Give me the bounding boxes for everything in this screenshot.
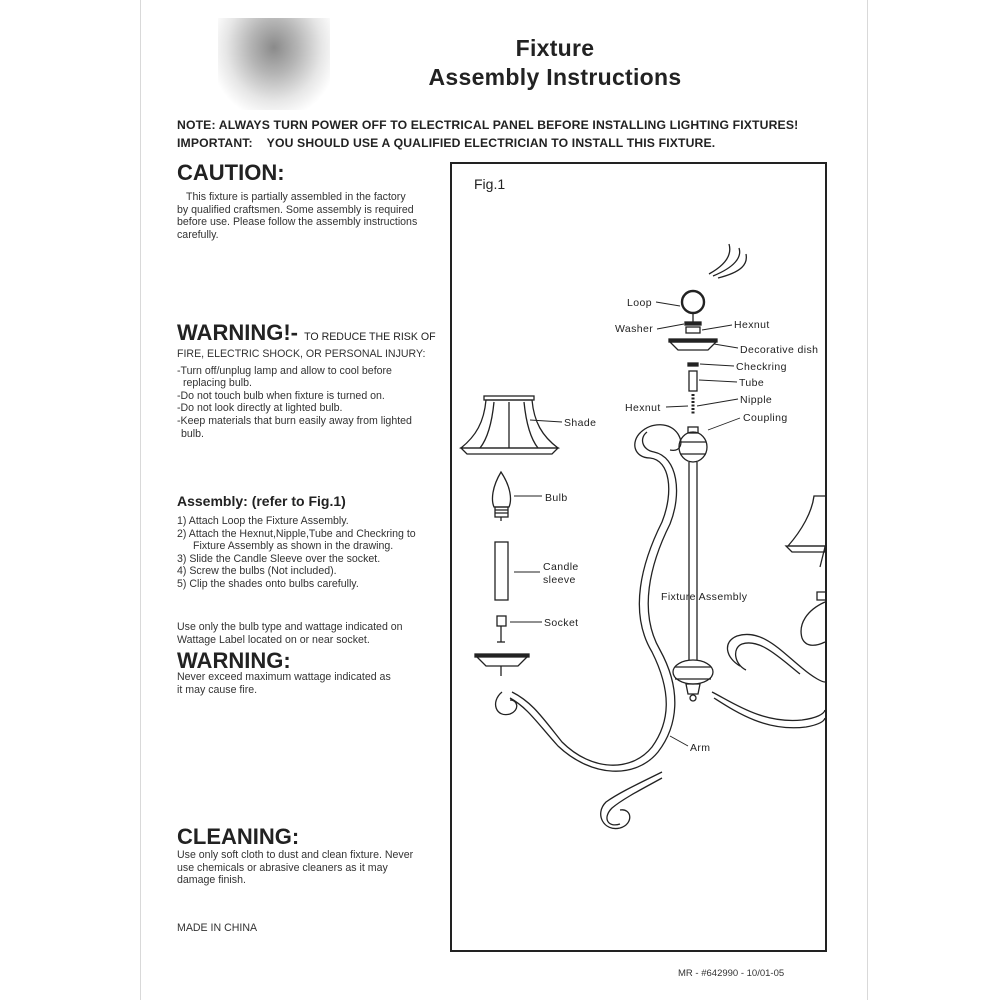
cleaning-line: damage finish. xyxy=(177,874,246,887)
warning2-heading: WARNING: xyxy=(177,648,291,673)
warning-item: -Keep materials that burn easily away from lighted xyxy=(177,414,412,427)
label-nipple: Nipple xyxy=(740,394,773,406)
decorative-dish xyxy=(670,342,716,350)
center-body xyxy=(673,660,713,684)
label-decorative-dish: Decorative dish xyxy=(740,344,819,356)
made-in-label: MADE IN CHINA xyxy=(177,922,258,934)
wire-lines xyxy=(709,244,746,278)
checkring xyxy=(688,363,698,366)
assembly-step: Fixture Assembly as shown in the drawing. xyxy=(193,540,394,553)
figure-label: Fig.1 xyxy=(474,176,506,192)
label-shade: Shade xyxy=(564,417,597,429)
assembly-step: 5) Clip the shades onto bulbs carefully. xyxy=(177,577,359,590)
fixture-diagram xyxy=(452,164,825,950)
label-sleeve: sleeve xyxy=(543,574,576,586)
loop-ring xyxy=(682,291,704,313)
cleaning-text xyxy=(177,849,413,887)
label-loop: Loop xyxy=(627,297,652,309)
warning2-line: it may cause fire. xyxy=(177,683,258,696)
label-washer: Washer xyxy=(615,323,654,335)
warning-title: WARNING!- xyxy=(177,320,298,345)
warning-list xyxy=(177,348,425,440)
assembly-heading: Assembly: (refer to Fig.1) xyxy=(177,493,346,509)
socket-illustration xyxy=(475,616,529,676)
coupling xyxy=(679,432,707,462)
wattage-line: Wattage Label located on or near socket. xyxy=(177,633,370,646)
right-arm xyxy=(712,496,825,728)
cleaning-heading: CLEANING: xyxy=(177,824,300,849)
label-tube: Tube xyxy=(739,377,765,389)
washer xyxy=(685,322,701,325)
label-candle: Candle xyxy=(543,561,579,573)
caution-line: by qualified craftsmen. Some assembly is required xyxy=(177,203,414,216)
label-arm: Arm xyxy=(690,742,711,754)
page-title xyxy=(400,34,710,92)
assembly-step: 2) Attach the Hexnut,Nipple,Tube and Checkring to xyxy=(177,527,416,540)
warning-inline-text: TO REDUCE THE RISK OF xyxy=(304,331,436,343)
warning-item: -Turn off/unplug lamp and allow to cool before xyxy=(177,364,392,377)
caution-line: This fixture is partially assembled in the factory xyxy=(186,191,406,203)
figure-frame xyxy=(450,162,827,952)
caution-text xyxy=(177,191,417,241)
caution-line: carefully. xyxy=(177,228,219,241)
title-line-2: Assembly Instructions xyxy=(428,64,682,90)
warning-item: bulb. xyxy=(181,427,204,440)
assembly-step: 3) Slide the Candle Sleeve over the socket. xyxy=(177,552,381,565)
bulb-illustration xyxy=(492,472,510,521)
wattage-note xyxy=(177,621,403,646)
document-code: MR - #642990 - 10/01-05 xyxy=(678,968,785,979)
assembly-step: 1) Attach Loop the Fixture Assembly. xyxy=(177,515,349,527)
label-hexnut-top: Hexnut xyxy=(734,319,770,331)
caution-line: before use. Please follow the assembly instructions xyxy=(177,216,418,229)
title-line-1: Fixture xyxy=(515,35,595,61)
cleaning-line: Use only soft cloth to dust and clean fixture. Never xyxy=(177,849,414,861)
warning-line: FIRE, ELECTRIC SHOCK, OR PERSONAL INJURY: xyxy=(177,348,426,360)
warning2-text xyxy=(177,671,391,696)
cleaning-line: use chemicals or abrasive cleaners as it may xyxy=(177,861,388,874)
candle-sleeve-illustration xyxy=(495,542,508,600)
label-socket: Socket xyxy=(544,617,579,629)
label-coupling: Coupling xyxy=(743,412,788,424)
label-fixture-assembly: Fixture Assembly xyxy=(661,591,748,603)
warning-item: -Do not touch bulb when fixture is turned on. xyxy=(177,389,385,402)
left-arm xyxy=(496,425,681,829)
assembly-step: 4) Screw the bulbs (Not included). xyxy=(177,565,337,578)
label-hexnut-mid: Hexnut xyxy=(625,402,661,414)
warning2-line: Never exceed maximum wattage indicated as xyxy=(177,671,391,683)
warning-item: replacing bulb. xyxy=(183,377,252,390)
warning-item: -Do not look directly at lighted bulb. xyxy=(177,402,343,415)
caution-heading: CAUTION: xyxy=(177,160,285,185)
power-off-note: NOTE: ALWAYS TURN POWER OFF TO ELECTRICAL PANEL BEFORE INSTALLING LIGHTING FIXTURES! xyxy=(177,118,799,132)
brand-logo xyxy=(218,18,330,110)
label-checkring: Checkring xyxy=(736,361,787,373)
shade-illustration xyxy=(461,396,558,454)
hexnut-top xyxy=(686,327,700,333)
wattage-line: Use only the bulb type and wattage indicated on xyxy=(177,621,403,633)
warning-heading xyxy=(177,320,436,346)
tube xyxy=(689,371,697,391)
assembly-steps xyxy=(177,515,416,591)
electrician-note: IMPORTANT: YOU SHOULD USE A QUALIFIED ELECTRICIAN TO INSTALL THIS FIXTURE. xyxy=(177,136,716,150)
label-bulb: Bulb xyxy=(545,492,568,504)
